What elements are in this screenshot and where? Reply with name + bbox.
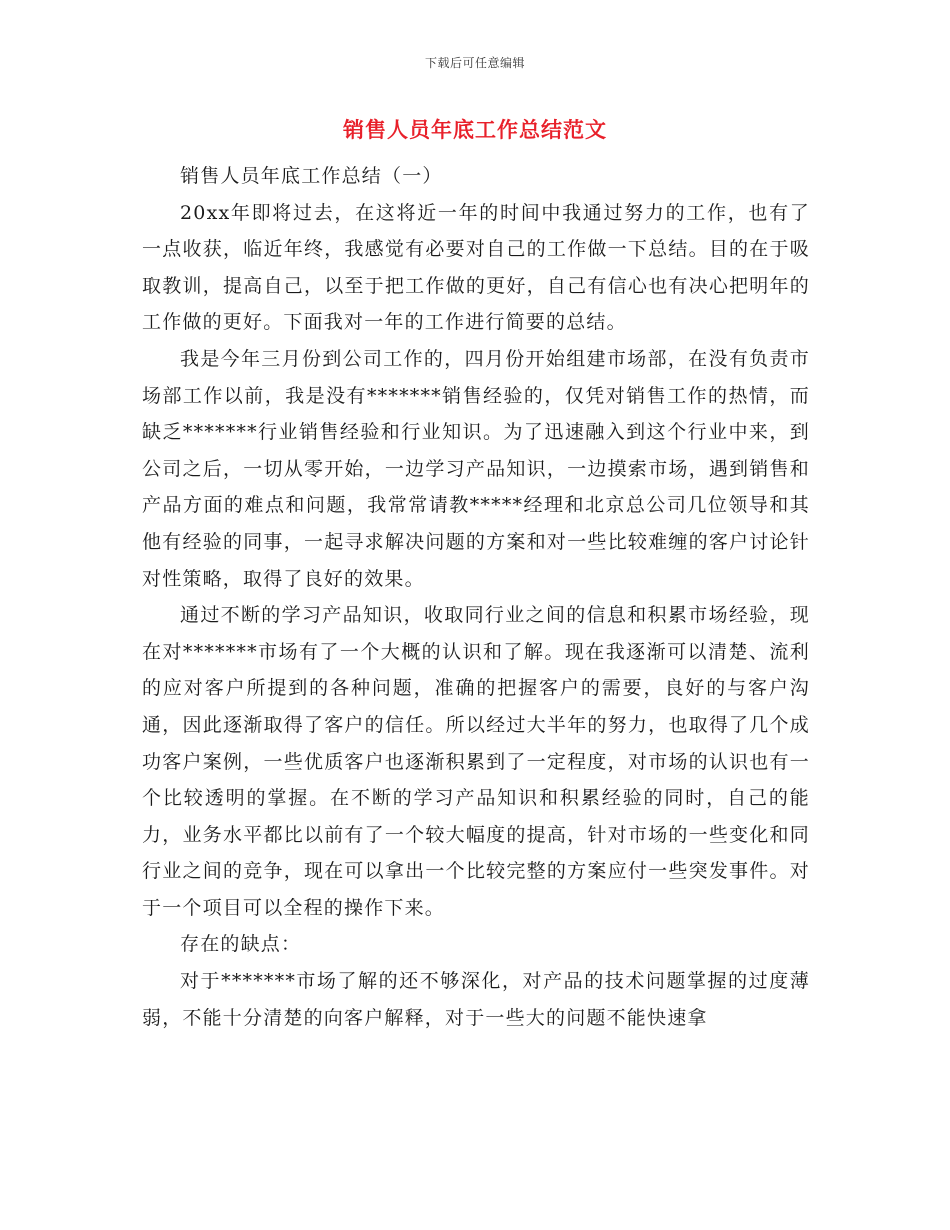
header-note: 下载后可任意编辑 — [424, 56, 525, 70]
document-body — [142, 158, 810, 1036]
subheading-shortcomings: 存在的缺点： — [180, 933, 302, 956]
paragraph-shortcomings: 对于*******市场了解的还不够深化，对产品的技术问题掌握的过度薄弱，不能十分清楚的向客户解释，对于一些大的问题不能快速拿 — [142, 970, 810, 1029]
paragraph-progress: 通过不断的学习产品知识，收取同行业之间的信息和积累市场经验，现在对*******市场有了一个大概的认识和了解。现在我逐渐可以清楚、流利的应对客户所提到的各种问题，准确的把握客户的需要，良好的与客户沟通，因此逐渐取得了客户的信任。所以经过大半年的努力，也取得了几个成功客户案例，一些优质客户也逐渐积累到了一定程度，对市场的认识也有一个比较透明的掌握。在不断的学习产品知识和积累经验的同时，自己的能力，业务水平都比以前有了一个较大幅度的提高，针对市场的一些变化和同行业之间的竞争，现在可以拿出一个比较完整的方案应付一些突发事件。对于一个项目可以全程的操作下来。 — [142, 604, 810, 919]
paragraph-background: 我是今年三月份到公司工作的，四月份开始组建市场部，在没有负责市场部工作以前，我是没有*******销售经验的，仅凭对销售工作的热情，而缺乏*******行业销售经验和行业知识。为了迅速融入到这个行业中来，到公司之后，一切从零开始，一边学习产品知识，一边摸索市场，遇到销售和产品方面的难点和问题，我常常请教*****经理和北京总公司几位领导和其他有经验的同事，一起寻求解决问题的方案和对一些比较难缠的客户讨论针对性策略，取得了良好的效果。 — [142, 347, 810, 590]
section-heading: 销售人员年底工作总结（一） — [180, 165, 443, 187]
document-title: 销售人员年底工作总结范文 — [343, 118, 607, 142]
paragraph-intro: 20xx年即将过去，在这将近一年的时间中我通过努力的工作，也有了一点收获，临近年终，我感觉有必要对自己的工作做一下总结。目的在于吸取教训，提高自己，以至于把工作做的更好，自己有信心也有决心把明年的工作做的更好。下面我对一年的工作进行简要的总结。 — [142, 201, 810, 334]
